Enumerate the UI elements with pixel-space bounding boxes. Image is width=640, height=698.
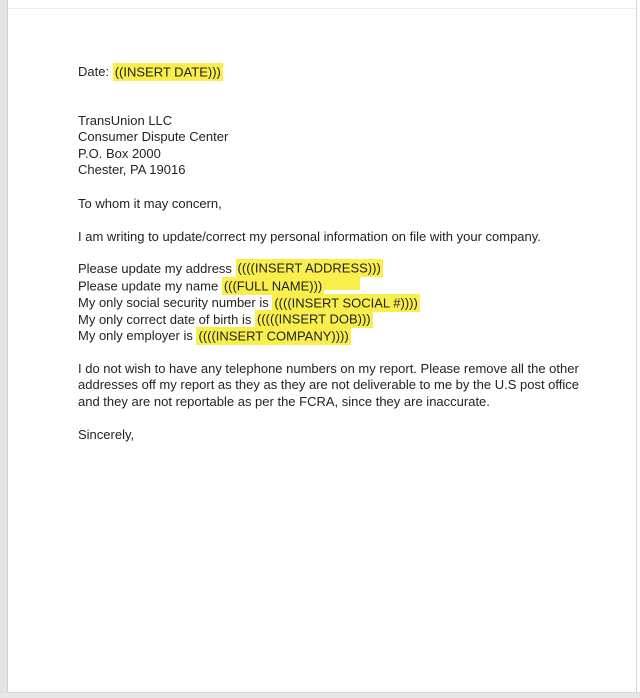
placeholder-highlight: ((((INSERT ADDRESS))) xyxy=(237,260,381,276)
page-frame-bottom xyxy=(0,692,640,698)
recipient-address-line: P.O. Box 2000 xyxy=(78,145,161,161)
closing-paragraph-line: I do not wish to have any telephone numbers on my report. Please remove all the other xyxy=(78,360,579,376)
salutation: To whom it may concern, xyxy=(78,195,222,211)
page-frame-left-line xyxy=(7,0,8,698)
recipient-address-line: Chester, PA 19016 xyxy=(78,162,186,177)
date-line xyxy=(78,64,598,81)
intro-paragraph: I am writing to update/correct my personal information on file with your company. xyxy=(78,229,541,244)
signoff: Sincerely, xyxy=(78,427,135,442)
closing-paragraph xyxy=(78,361,598,411)
recipient-address-line: Consumer Dispute Center xyxy=(78,129,229,144)
update-request-text: Please update my address xyxy=(78,260,236,276)
update-request-text: My only employer is xyxy=(78,328,197,343)
letter-document xyxy=(78,64,598,444)
recipient-address-block xyxy=(78,113,598,179)
page-frame-left xyxy=(0,0,7,698)
update-request-line xyxy=(78,328,598,345)
placeholder-highlight: ((((INSERT SOCIAL #)))) xyxy=(274,295,418,310)
highlight-trailing-space xyxy=(324,277,360,290)
page-frame-right-line xyxy=(636,0,637,698)
recipient-address-line: TransUnion LLC xyxy=(78,112,173,128)
update-request-text: Please update my name xyxy=(78,278,222,294)
date-label: Date: xyxy=(78,64,113,79)
update-request-text: My only social security number is xyxy=(78,295,273,310)
closing-paragraph-line: addresses off my report as they as they are not deliverable to me by the U.S post office xyxy=(78,377,580,392)
update-request-text: My only correct date of birth is xyxy=(78,311,256,327)
date-placeholder-highlight: ((INSERT DATE))) xyxy=(114,64,221,79)
placeholder-highlight: (((FULL NAME))) xyxy=(223,278,323,294)
update-requests-block xyxy=(78,261,598,345)
update-request-line xyxy=(78,261,598,278)
update-request-line xyxy=(78,277,598,295)
update-request-line xyxy=(78,312,598,329)
placeholder-highlight: (((((INSERT DOB))) xyxy=(257,311,371,327)
closing-paragraph-line: and they are not reportable as per the FCRA, since they are inaccurate. xyxy=(78,393,490,409)
page-frame-top-line xyxy=(8,8,636,9)
placeholder-highlight: ((((INSERT COMPANY)))) xyxy=(198,328,349,343)
